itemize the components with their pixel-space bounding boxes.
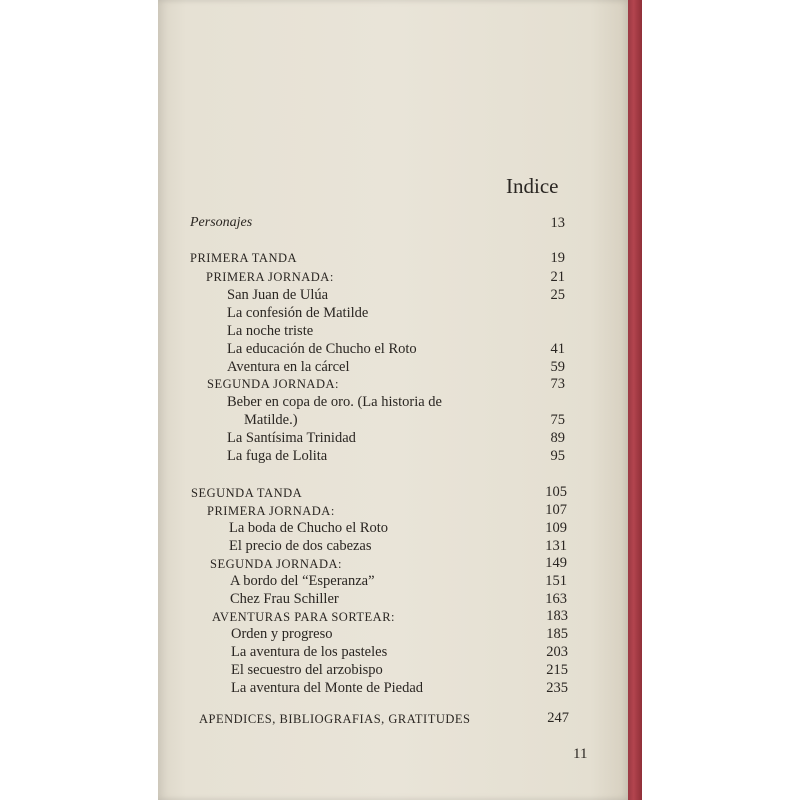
- subsection-heading: AVENTURAS PARA SORTEAR:: [212, 610, 396, 624]
- toc-entry-label: Matilde.): [244, 412, 298, 428]
- toc-entry-page: 73: [550, 376, 565, 392]
- background-right: [642, 0, 800, 800]
- toc-entry-page: 95: [550, 448, 565, 464]
- toc-entry-page: 247: [547, 710, 569, 726]
- toc-entry-page: 203: [546, 644, 568, 660]
- toc-entry-label: El precio de dos cabezas: [229, 538, 372, 554]
- subsection-heading: SEGUNDA JORNADA:: [207, 377, 339, 391]
- toc-entry-label: La aventura de los pasteles: [231, 644, 388, 660]
- toc-entry-page: 149: [545, 555, 567, 571]
- page-number: 11: [573, 746, 588, 762]
- toc-entry-page: 183: [546, 608, 568, 624]
- index-title: Indice: [506, 174, 559, 198]
- toc-entry-page: 215: [546, 662, 568, 678]
- toc-entry-page: 25: [550, 287, 565, 303]
- background-left: [0, 0, 158, 800]
- toc-entry-label: El secuestro del arzobispo: [231, 662, 383, 678]
- toc-entry-page: 13: [550, 215, 565, 231]
- toc-entry-label: San Juan de Ulúa: [227, 287, 329, 303]
- toc-entry-page: 235: [546, 680, 568, 696]
- toc-entry-page: 151: [545, 573, 567, 589]
- toc-entry-page: 19: [550, 250, 565, 266]
- toc-entry-page: 59: [550, 359, 565, 375]
- toc-entry-label: La fuga de Lolita: [227, 448, 328, 464]
- toc-entry-label: La Santísima Trinidad: [227, 430, 356, 446]
- toc-entry-label: La educación de Chucho el Roto: [227, 341, 417, 357]
- toc-entry-label: Aventura en la cárcel: [227, 359, 350, 375]
- toc-entry-page: 131: [545, 538, 567, 554]
- section-heading: SEGUNDA TANDA: [191, 486, 303, 500]
- toc-entry-page: 163: [545, 591, 567, 607]
- book-cover-edge: [628, 0, 642, 800]
- toc-entry-label: Beber en copa de oro. (La historia de: [227, 394, 442, 410]
- section-heading: PRIMERA TANDA: [190, 251, 298, 265]
- toc-entry-label: La aventura del Monte de Piedad: [231, 680, 424, 696]
- toc-entry-page: 21: [550, 269, 565, 285]
- toc-entry-page: 107: [545, 502, 567, 518]
- toc-entry-page: 185: [546, 626, 568, 642]
- toc-entry-label: A bordo del “Esperanza”: [230, 573, 375, 589]
- subsection-heading: PRIMERA JORNADA:: [207, 504, 335, 518]
- toc-entry-page: 109: [545, 520, 567, 536]
- toc-entry-label: La boda de Chucho el Roto: [229, 520, 389, 536]
- toc-entry-page: 41: [550, 341, 565, 357]
- toc-entry-label: La noche triste: [227, 323, 314, 339]
- toc-entry-page: 105: [545, 484, 567, 500]
- subsection-heading: PRIMERA JORNADA:: [206, 270, 334, 284]
- toc-entry-label: Chez Frau Schiller: [230, 591, 339, 607]
- toc-entry-label: Orden y progreso: [231, 626, 333, 642]
- toc-entry-label: La confesión de Matilde: [227, 305, 369, 321]
- section-heading: APENDICES, BIBLIOGRAFIAS, GRATITUDES: [199, 712, 471, 726]
- subsection-heading: SEGUNDA JORNADA:: [210, 557, 342, 571]
- toc-entry-label: Personajes: [190, 215, 253, 230]
- toc-entry-page: 89: [550, 430, 565, 446]
- toc-entry-page: 75: [550, 412, 565, 428]
